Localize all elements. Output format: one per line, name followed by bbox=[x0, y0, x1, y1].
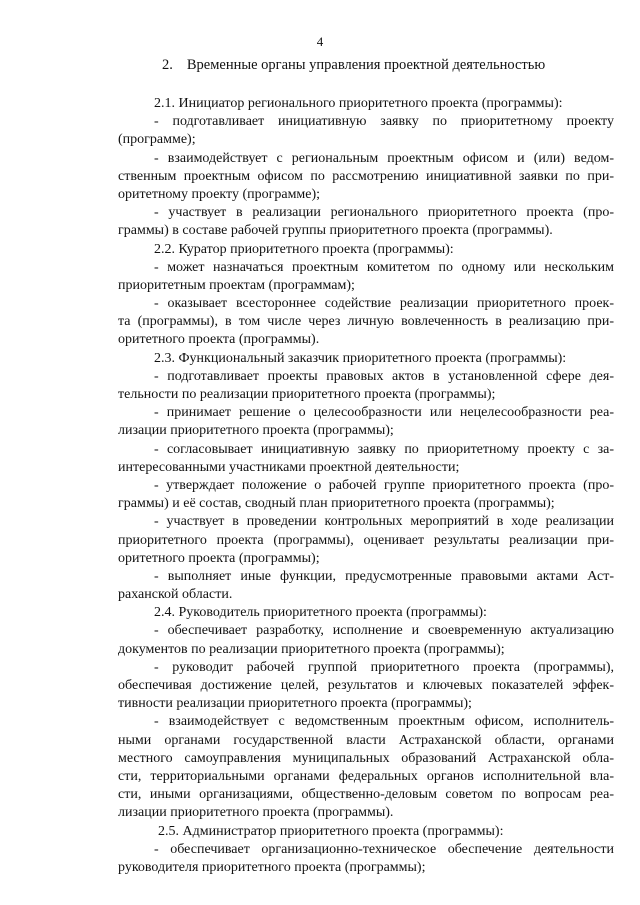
text-line: раханской области. bbox=[118, 587, 233, 603]
text-line: - участвует в реализации регионального приоритетного проекта (про- bbox=[154, 205, 614, 221]
text-line: граммы) и её состав, сводный план приоритетного проекта (программы); bbox=[118, 496, 555, 512]
text-line: 2.3. Функциональный заказчик приоритетного проекта (программы): bbox=[154, 350, 567, 366]
text-line: интересованными участниками проектной деятельности; bbox=[118, 459, 460, 475]
text-line: ными органами государственной власти Астраханской области, органами bbox=[118, 732, 614, 748]
page-number: 4 bbox=[316, 34, 324, 49]
text-line: 2.4. Руководитель приоритетного проекта (программы): bbox=[154, 605, 487, 621]
text-line: тивности реализации приоритетного проекта (программы); bbox=[118, 696, 472, 712]
text-line: - взаимодействует с региональным проектным офисом и (или) ведом- bbox=[154, 150, 614, 166]
text-line: ственным проектным офисом по рассмотрению инициативной заявки по при- bbox=[118, 168, 614, 184]
text-line: сти, иными организациями, общественно-деловым советом по вопросам реа- bbox=[118, 787, 614, 803]
text-line: - участвует в проведении контрольных мероприятий в ходе реализации bbox=[154, 514, 614, 530]
text-line: граммы) в составе рабочей группы приоритетного проекта (программы). bbox=[118, 223, 553, 239]
text-line: - обеспечивает разработку, исполнение и своевременную актуализацию bbox=[154, 623, 614, 639]
text-line: - подготавливает инициативную заявку по приоритетному проекту bbox=[154, 114, 614, 130]
text-line: приоритетным проектам (программам); bbox=[118, 277, 355, 293]
text-line: - обеспечивает организационно-техническое обеспечение деятельности bbox=[154, 841, 614, 857]
text-line: приоритетного проекта (программы), оценивает результаты реализации при- bbox=[118, 532, 614, 548]
text-line: лизации приоритетного проекта (программы). bbox=[118, 805, 394, 821]
text-line: - взаимодействует с ведомственным проектным офисом, исполнитель- bbox=[154, 714, 614, 730]
text-line: 2.1. Инициатор регионального приоритетного проекта (программы): bbox=[154, 96, 563, 111]
text-line: местного самоуправления муниципальных образований Астраханской обла- bbox=[118, 750, 614, 766]
text-line: оритетного проекта (программы). bbox=[118, 332, 320, 348]
text-line: обеспечивая достижение целей, результатов и ключевых показателей эффек- bbox=[118, 678, 614, 693]
text-line: - выполняет иные функции, предусмотренные правовыми актами Аст- bbox=[154, 568, 614, 584]
text-line: - может назначаться проектным комитетом по одному или нескольким bbox=[154, 259, 614, 275]
text-line: та (программы), в том числе через личную вовлеченность в реализацию при- bbox=[118, 314, 614, 330]
text-line: лизации приоритетного проекта (программы); bbox=[118, 423, 394, 439]
text-line: 2.2. Куратор приоритетного проекта (программы): bbox=[154, 241, 454, 257]
text-line: - принимает решение о целесообразности или нецелесообразности реа- bbox=[154, 405, 614, 421]
text-line: (программе); bbox=[118, 132, 196, 148]
text-line: тельности по реализации приоритетного проекта (программы); bbox=[118, 387, 496, 402]
section-number: 2. bbox=[162, 57, 173, 73]
text-line: документов по реализации приоритетного проекта (программы); bbox=[118, 641, 505, 657]
document-body bbox=[118, 95, 614, 877]
section-heading bbox=[162, 57, 545, 74]
text-line: - руководит рабочей группой приоритетного проекта (программы), bbox=[154, 659, 614, 675]
text-line: руководителя приоритетного проекта (программы); bbox=[118, 859, 426, 875]
text-line: - согласовывает инициативную заявку по приоритетному проекту с за- bbox=[154, 441, 614, 457]
section-title: Временные органы управления проектной деятельностью bbox=[186, 57, 546, 73]
text-line: оритетного проекта (программы); bbox=[118, 550, 320, 566]
text-line: - оказывает всестороннее содействие реализации приоритетного проек- bbox=[154, 296, 614, 312]
text-line: - утверждает положение о рабочей группе приоритетного проекта (про- bbox=[154, 477, 614, 493]
text-line: 2.5. Администратор приоритетного проекта (программы): bbox=[158, 823, 504, 839]
text-line: сти, территориальными органами федеральных органов исполнительной вла- bbox=[118, 768, 614, 784]
text-line: оритетному проекту (программе); bbox=[118, 186, 321, 202]
text-line: - подготавливает проекты правовых актов в установленной сфере дея- bbox=[154, 368, 614, 384]
